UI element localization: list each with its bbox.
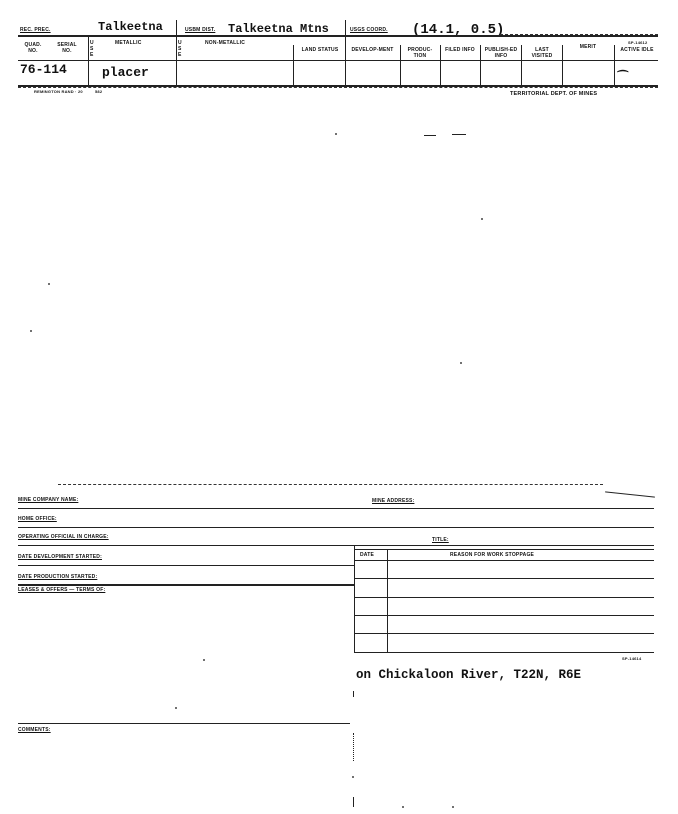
usgs-coord-label: USGS COORD. [350, 27, 388, 33]
speck [452, 806, 454, 808]
col-metallic: METALLIC [115, 40, 142, 46]
col-development: DEVELOP-MENT [351, 47, 394, 53]
form-rule [18, 584, 354, 586]
leases-label: LEASES & OFFERS — TERMS OF: [18, 587, 106, 593]
grid-divider [521, 45, 522, 85]
rec-prec-value: Talkeetna [98, 20, 163, 34]
card-edge-curl [605, 491, 655, 497]
date-production-label: DATE PRODUCTION STARTED: [18, 574, 98, 580]
speck [30, 330, 32, 332]
card-edge-dash [58, 484, 603, 485]
stoppage-reason-header: REASON FOR WORK STOPPAGE [450, 552, 535, 558]
col-quad-no: QUAD. NO. [24, 42, 42, 54]
form-rule [18, 565, 354, 566]
grid-divider [480, 45, 481, 85]
col-use-nonmetallic: U S E [178, 40, 182, 58]
grid-divider [345, 20, 346, 85]
location-note: on Chickaloon River, T22N, R6E [356, 668, 582, 682]
col-filed-info: FILED INFO [445, 47, 475, 53]
form-rule [354, 560, 654, 561]
speck [175, 707, 177, 709]
form-rule [18, 508, 654, 509]
speck [203, 659, 205, 661]
col-use-metallic: U S E [90, 40, 94, 58]
home-office-label: HOME OFFICE: [18, 516, 57, 522]
form-rule [354, 652, 654, 653]
form-rule [18, 723, 350, 724]
speck [424, 135, 436, 136]
col-published-info: PUBLISH-ED INFO [484, 47, 518, 59]
usbm-dist-label: USBM DIST. [185, 27, 216, 33]
speck [353, 733, 354, 761]
form-divider [354, 545, 355, 652]
title-label: TITLE: [432, 537, 449, 543]
front-bottom-dash [18, 87, 658, 88]
col-serial-no: SERIAL NO. [57, 42, 77, 54]
front-form-code: SP-14612 [628, 40, 648, 45]
comments-label: COMMENTS: [18, 727, 51, 733]
col-active-idle: ACTIVE IDLE [620, 47, 654, 53]
metallic-value: placer [102, 65, 149, 80]
col-non-metallic: NON-METALLIC [205, 40, 246, 46]
speck [452, 134, 466, 135]
speck [353, 691, 354, 697]
speck [335, 133, 337, 135]
grid-divider [400, 45, 401, 85]
form-rule [18, 545, 654, 546]
grid-divider [293, 45, 294, 85]
header-dash [500, 34, 658, 35]
operating-official-label: OPERATING OFFICIAL IN CHARGE: [18, 534, 109, 540]
speck [352, 776, 354, 778]
form-rule [354, 633, 654, 634]
grid-divider [562, 45, 563, 85]
form-rule [354, 549, 654, 550]
header-rule [18, 35, 658, 37]
quad-serial-value: 76-114 [20, 62, 67, 77]
col-last-visited: LAST VISITED [531, 47, 553, 59]
form-rule [18, 527, 654, 528]
printer-code: 582 [95, 89, 103, 94]
speck [481, 218, 483, 220]
col-merit: MERIT [579, 44, 597, 50]
usgs-coord-value: (14.1, 0.5) [412, 22, 505, 38]
col-production: PRODUC-TION [407, 47, 433, 59]
form-rule [354, 578, 654, 579]
grid-divider [88, 35, 89, 85]
usbm-dist-value: Talkeetna Mtns [228, 22, 329, 36]
speck [48, 283, 50, 285]
form-rule [354, 615, 654, 616]
speck [460, 362, 462, 364]
date-development-label: DATE DEVELOPMENT STARTED: [18, 554, 102, 560]
mine-company-name-label: MINE COMPANY NAME: [18, 497, 79, 503]
col-land-status: LAND STATUS [301, 47, 339, 53]
speck [402, 806, 404, 808]
stoppage-date-header: DATE [360, 552, 375, 558]
grid-divider [176, 20, 177, 85]
mine-address-label: MINE ADDRESS: [372, 498, 415, 504]
speck [353, 797, 354, 807]
grid-divider [614, 45, 615, 85]
printer-imprint: REMINGTON RAND · 20 [34, 89, 83, 94]
form-divider [387, 549, 388, 652]
territorial-dept: TERRITORIAL DEPT. OF MINES [510, 91, 598, 97]
form-rule [354, 597, 654, 598]
back-form-code: SP-14614 [622, 656, 642, 661]
rec-prec-label: REC. PREC. [20, 27, 51, 33]
active-idle-mark: ⁀ [618, 71, 628, 85]
grid-divider [440, 45, 441, 85]
